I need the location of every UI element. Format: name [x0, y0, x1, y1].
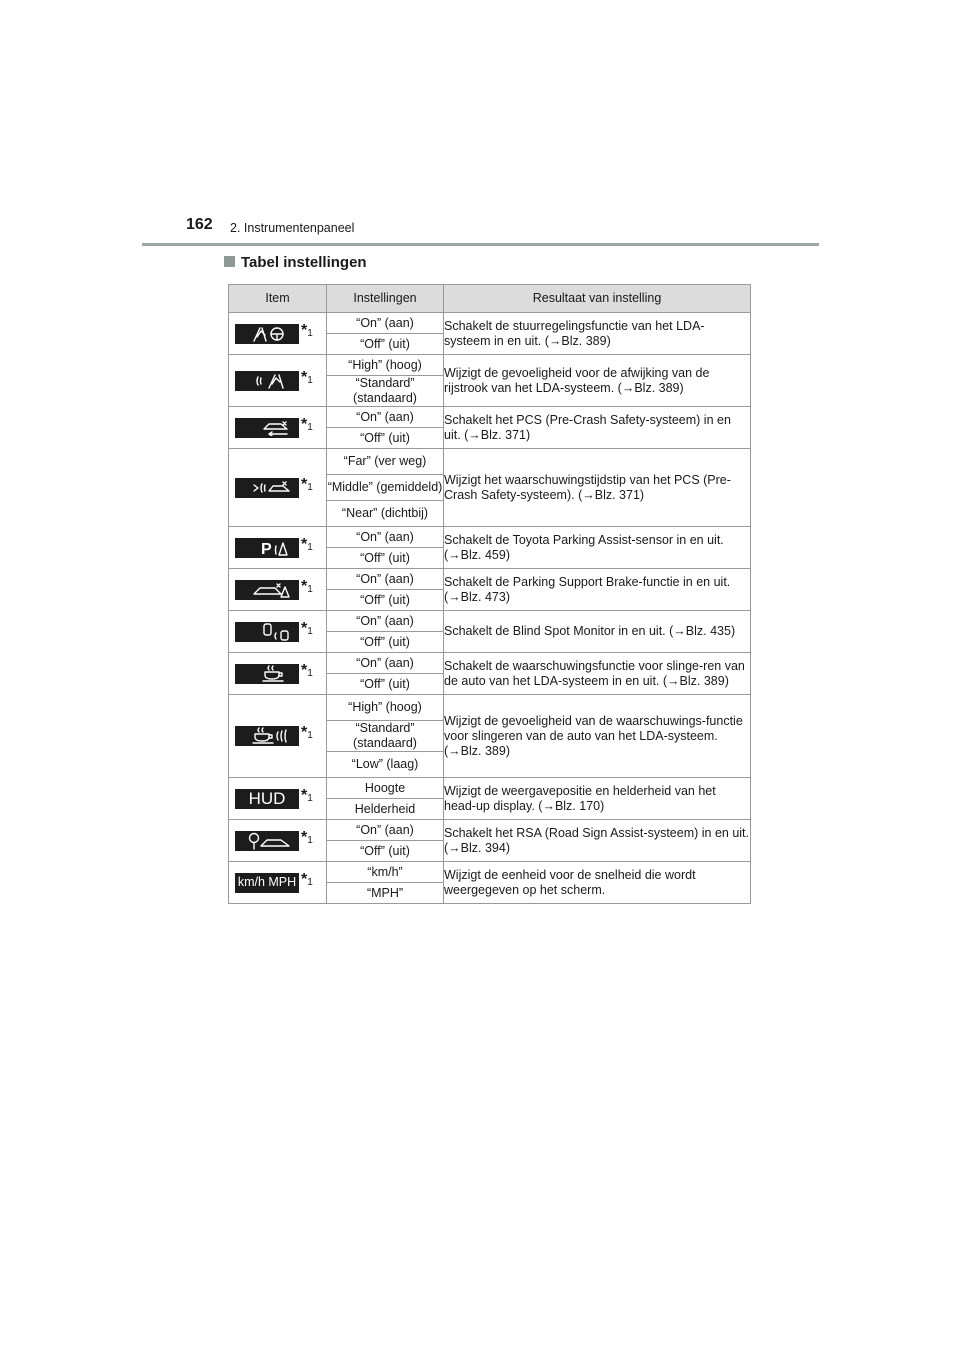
setting-value: “On” (aan) — [327, 611, 444, 632]
item-cell — [229, 313, 327, 355]
footnote-index: 1 — [307, 792, 313, 804]
header-item: Item — [229, 285, 327, 313]
table-row — [229, 313, 751, 334]
header-rule — [142, 243, 819, 246]
footnote-index: 1 — [307, 667, 313, 679]
setting-value: “Off” (uit) — [327, 674, 444, 695]
page-number: 162 — [186, 216, 213, 233]
item-cell — [229, 862, 327, 904]
setting-value: “On” (aan) — [327, 313, 444, 334]
table-row — [229, 778, 751, 799]
result-description: Schakelt het RSA (Road Sign Assist-systeem) in en uit. (→Blz. 394) — [444, 820, 751, 862]
item-cell — [229, 407, 327, 449]
footnote-index: 1 — [307, 481, 313, 493]
result-description: Wijzigt de weergavepositie en helderheid van het head-up display. (→Blz. 170) — [444, 778, 751, 820]
footnote-marker — [301, 579, 313, 597]
footnote-asterisk: * — [301, 724, 308, 741]
footnote-index: 1 — [307, 374, 313, 386]
table-row — [229, 449, 751, 475]
footnote-index: 1 — [307, 730, 313, 741]
setting-value: “Middle” (gemiddeld) — [327, 475, 444, 501]
footnote-marker — [301, 725, 313, 743]
result-description: Schakelt de Parking Support Brake-functie in en uit. (→Blz. 473) — [444, 569, 751, 611]
setting-value: “Off” (uit) — [327, 841, 444, 862]
setting-value: “On” (aan) — [327, 653, 444, 674]
settings-table — [228, 284, 751, 904]
parking-assist-icon — [235, 538, 299, 558]
hud-icon: HUD — [235, 789, 299, 809]
footnote-marker — [301, 830, 313, 848]
setting-value: “Standard” (standaard) — [327, 376, 444, 407]
table-row — [229, 569, 751, 590]
table-row — [229, 820, 751, 841]
setting-value: Helderheid — [327, 799, 444, 820]
footnote-index: 1 — [307, 583, 313, 595]
parking-support-brake-icon — [235, 580, 299, 600]
item-cell — [229, 449, 327, 527]
coffee-cup-sensitivity-icon — [235, 726, 299, 746]
table-row — [229, 355, 751, 376]
setting-value: “Off” (uit) — [327, 334, 444, 355]
footnote-asterisk: * — [301, 870, 308, 888]
speed-unit-icon: km/h MPH — [235, 873, 299, 893]
footnote-asterisk: * — [301, 368, 308, 386]
lda-sensitivity-icon — [235, 371, 299, 391]
footnote-index: 1 — [307, 625, 313, 637]
setting-value: “Far” (ver weg) — [327, 449, 444, 475]
footnote-asterisk: * — [301, 828, 308, 846]
setting-value: “MPH” — [327, 883, 444, 904]
header-result: Resultaat van instelling — [444, 285, 751, 313]
footnote-index: 1 — [307, 876, 313, 888]
table-row — [229, 527, 751, 548]
setting-value: “Off” (uit) — [327, 632, 444, 653]
setting-value: “Near” (dichtbij) — [327, 501, 444, 527]
road-sign-assist-icon — [235, 831, 299, 851]
item-cell — [229, 355, 327, 407]
footnote-index: 1 — [307, 834, 313, 846]
item-cell — [229, 695, 327, 778]
footnote-marker — [301, 477, 313, 495]
section-title-text: Tabel instellingen — [241, 254, 367, 271]
footnote-marker — [301, 788, 313, 806]
table-header-row — [229, 285, 751, 313]
footnote-marker — [301, 872, 313, 890]
result-description: Schakelt de Toyota Parking Assist-sensor in en uit. (→Blz. 459) — [444, 527, 751, 569]
result-description: Wijzigt de gevoeligheid van de waarschuwings-functie voor slingeren van de auto van het LDA-systeem. (→Blz. 389) — [444, 695, 751, 778]
footnote-asterisk: * — [301, 475, 308, 493]
result-description: Schakelt de stuurregelingsfunctie van het LDA-systeem in en uit. (→Blz. 389) — [444, 313, 751, 355]
setting-value: “On” (aan) — [327, 527, 444, 548]
setting-value: “Standard” (standaard) — [327, 721, 444, 752]
result-description: Schakelt de Blind Spot Monitor in en uit. (→Blz. 435) — [444, 611, 751, 653]
setting-value: “Off” (uit) — [327, 590, 444, 611]
footnote-asterisk: * — [301, 661, 308, 679]
footnote-marker — [301, 370, 313, 388]
table-row — [229, 611, 751, 632]
blind-spot-monitor-icon — [235, 622, 299, 642]
setting-value: “On” (aan) — [327, 407, 444, 428]
item-cell — [229, 778, 327, 820]
footnote-asterisk: * — [301, 619, 308, 637]
section-bullet-icon — [224, 256, 235, 267]
result-description: Schakelt het PCS (Pre-Crash Safety-systeem) in en uit. (→Blz. 371) — [444, 407, 751, 449]
coffee-cup-icon — [235, 664, 299, 684]
setting-value: “On” (aan) — [327, 569, 444, 590]
footnote-asterisk: * — [301, 321, 308, 339]
footnote-marker — [301, 417, 313, 435]
setting-value: “On” (aan) — [327, 820, 444, 841]
lda-steering-assist-icon — [235, 324, 299, 344]
item-cell — [229, 527, 327, 569]
footnote-index: 1 — [307, 541, 313, 553]
footnote-asterisk: * — [301, 535, 308, 553]
item-cell — [229, 820, 327, 862]
item-cell — [229, 653, 327, 695]
pcs-icon — [235, 418, 299, 438]
result-description: Wijzigt de eenheid voor de snelheid die wordt weergegeven op het scherm. — [444, 862, 751, 904]
setting-value: “High” (hoog) — [327, 355, 444, 376]
setting-value: “Off” (uit) — [327, 428, 444, 449]
footnote-marker — [301, 663, 313, 681]
table-row — [229, 862, 751, 883]
footnote-marker — [301, 537, 313, 555]
footnote-asterisk: * — [301, 415, 308, 433]
result-description: Schakelt de waarschuwingsfunctie voor slinge-ren van de auto van het LDA-systeem in en uit. (→Blz. 389) — [444, 653, 751, 695]
setting-value: Hoogte — [327, 778, 444, 799]
result-description: Wijzigt het waarschuwingstijdstip van het PCS (Pre-Crash Safety-systeem). (→Blz. 371) — [444, 449, 751, 527]
item-cell — [229, 569, 327, 611]
table-row — [229, 407, 751, 428]
chapter-title: 2. Instrumentenpaneel — [230, 221, 355, 235]
header-settings: Instellingen — [327, 285, 444, 313]
section-title — [224, 254, 367, 271]
footnote-asterisk: * — [301, 577, 308, 595]
setting-value: “Off” (uit) — [327, 548, 444, 569]
table-body — [229, 313, 751, 904]
table-row — [229, 653, 751, 674]
footnote-marker — [301, 621, 313, 639]
result-description: Wijzigt de gevoeligheid voor de afwijking van de rijstrook van het LDA-systeem. (→Blz. 389) — [444, 355, 751, 407]
footnote-index: 1 — [307, 421, 313, 433]
pcs-warning-timing-icon — [235, 478, 299, 498]
svg-text:P: P — [261, 540, 272, 556]
footnote-marker — [301, 323, 313, 341]
setting-value: “Low” (laag) — [327, 752, 444, 778]
footnote-asterisk: * — [301, 786, 308, 804]
footnote-index: 1 — [307, 327, 313, 339]
setting-value: “High” (hoog) — [327, 695, 444, 721]
item-cell — [229, 611, 327, 653]
table-row — [229, 695, 751, 721]
setting-value: “km/h” — [327, 862, 444, 883]
